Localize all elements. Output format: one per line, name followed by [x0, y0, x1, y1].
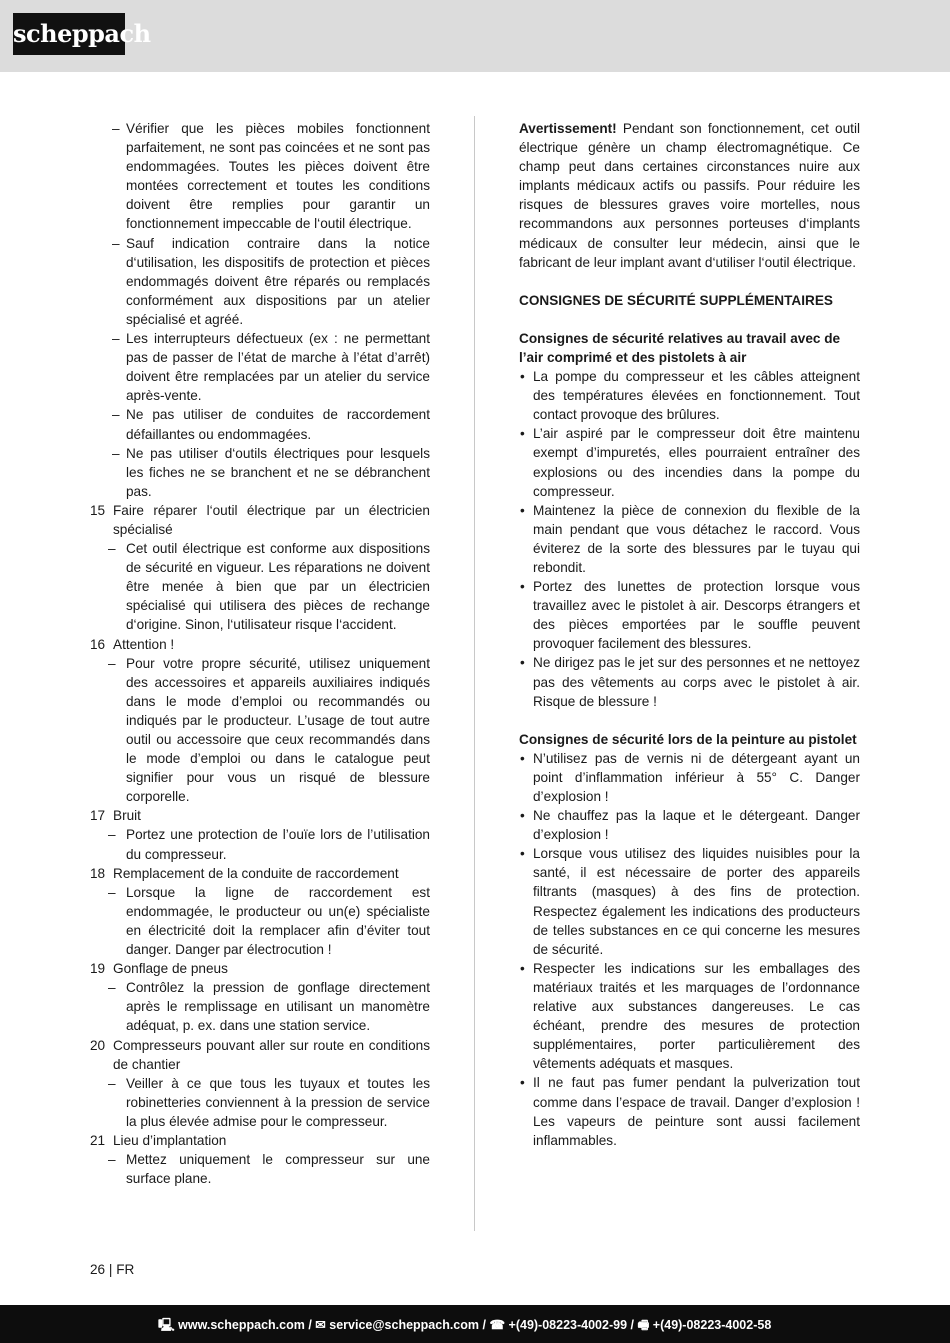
fax-number: +(49)-08223-4002-58	[652, 1318, 772, 1332]
dash-marker: –	[108, 541, 116, 557]
dash-marker: –	[112, 331, 120, 347]
bullet-item: • La pompe du compresseur et les câbles atteignent des températures élevées en fonctionnement. Tout contact provoque des brûlures.	[520, 369, 860, 423]
numbered-item-16: 16 Attention !	[90, 636, 175, 652]
list-item: – Ne pas utiliser de conduites de raccordement défaillantes ou endommagées.	[112, 407, 430, 442]
phone-number: +(49)-08223-4002-99	[508, 1318, 628, 1332]
sub-item: – Cet outil électrique est conforme aux dispositions de sécurité en vigueur. Les réparations ne doivent être menée à bien que par un électricien spécialisé qui utilisera des pièces de rechange d‘origine. Sinon, l‘utilisateur risque l‘accident.	[108, 541, 430, 633]
numbered-item-17: 17 Bruit	[90, 808, 141, 824]
subsection-title: Consignes de sécurité lors de la peinture au pistolet	[519, 731, 857, 747]
dash-marker: –	[108, 655, 116, 671]
column-divider	[474, 116, 475, 1231]
bullet-marker: •	[520, 579, 525, 595]
bullet-item: • Maintenez la pièce de connexion du flexible de la main pendant que vous détachez le raccord. Vous éviterez de la sorte des blessures par le tuyau qui rebondit.	[520, 502, 860, 575]
computer-icon: 🖳	[158, 1318, 175, 1332]
sub-item: – Portez une protection de l’ouïe lors de l’utilisation du compresseur.	[108, 827, 430, 862]
dash-marker: –	[112, 445, 120, 461]
dash-marker: –	[108, 1075, 116, 1091]
scheppach-logo: scheppach	[13, 13, 125, 55]
numbered-item-15: 15 Faire réparer l‘outil électrique par un électricien spécialisé	[90, 502, 430, 537]
dash-marker: –	[108, 827, 116, 843]
bullet-marker: •	[520, 369, 525, 385]
envelope-icon: ✉	[315, 1318, 326, 1332]
warning-label: Avertissement!	[519, 121, 617, 136]
dash-marker: –	[112, 407, 120, 423]
dash-marker: –	[108, 884, 116, 900]
numbered-item-19: 19 Gonflage de pneus	[90, 961, 228, 977]
bullet-marker: •	[520, 1075, 525, 1091]
list-item: – Les interrupteurs défectueux (ex : ne permettant pas de passer de l’état de marche à l’état d’arrêt) doivent être remplacées par un atelier du service après-vente.	[112, 331, 430, 404]
numbered-item-21: 21 Lieu d’implantation	[90, 1132, 227, 1148]
bullet-item: • L’air aspiré par le compresseur doit être maintenu exempt d’impuretés, elles pourraient entraîner des explosions ou des incendies dans la pompe du compresseur.	[520, 426, 860, 499]
fax-icon: 🖷	[637, 1318, 650, 1332]
website-link[interactable]: www.scheppach.com	[178, 1318, 305, 1332]
dash-marker: –	[108, 980, 116, 996]
bullet-item: • Portez des lunettes de protection lorsque vous travaillez avec le pistolet à air. Descorps étrangers et des pièces emportées par le souffle peuvent provoquer facilement des blessures.	[520, 579, 860, 652]
bullet-item: • Respecter les indications sur les emballages des matériaux traités et les marquages de l’ordonnance relative aux substances dangereuses. Le cas échéant, prendre des mesures de protection supplémentaires, porter particulièrement des vêtements adéquats et masques.	[520, 960, 860, 1072]
list-item: – Sauf indication contraire dans la notice d‘utilisation, les dispositifs de protection et pièces endommagés doivent être réparés ou remplacés conformément aux dispositions par un atelier spécialisé et agréé.	[112, 235, 430, 327]
phone-icon: ☎	[489, 1318, 506, 1332]
dash-marker: –	[112, 235, 120, 251]
dash-marker: –	[108, 1152, 116, 1168]
bullet-item: • N’utilisez pas de vernis ni de détergeant ayant un point d’inflammation inférieur à 55° C. Danger d’explosion !	[520, 750, 860, 804]
bullet-item: • Ne dirigez pas le jet sur des personnes et ne nettoyez pas des vêtements au corps avec le pistolet à air. Risque de blessure !	[520, 655, 860, 709]
dash-marker: –	[112, 121, 120, 136]
sub-item: – Pour votre propre sécurité, utilisez uniquement des accessoires et appareils auxiliaires indiqués dans le mode d’emploi ou recommandés ou indiqués par le producteur. L’usage de tout autre outil ou accessoire que ceux recommandés dans le mode d’emploi ou dans le catalogue peut signifier pour vous un risqué de blessure corporelle.	[108, 655, 430, 805]
warning-text: Pendant son fonctionnement, cet outil électrique génère un champ électromagnétique. Ce champ peut dans certaines circonstances nuire aux implants médicaux actifs ou passifs. Pour réduire les risques de blessures graves voire mortelles, nous recommandons aux personnes porteuses d‘implants médicaux de consulter leur médecin, ainsi que le fabricant de leur implant avant d‘utiliser l‘outil électrique.	[519, 121, 860, 270]
sub-item: – Contrôlez la pression de gonflage directement après le remplissage en utilisant un manomètre adéquat, p. ex. dans une station service.	[108, 980, 430, 1034]
page-number: 26 | FR	[90, 1262, 135, 1277]
bullet-marker: •	[520, 750, 525, 766]
header-bar	[0, 0, 950, 72]
numbered-item-18: 18 Remplacement de la conduite de raccordement	[90, 865, 399, 881]
sub-item: – Veiller à ce que tous les tuyaux et toutes les robinetteries conviennent à la pression de service la plus élevée admise pour le compresseur.	[108, 1075, 430, 1129]
list-item: – Ne pas utiliser d‘outils électriques pour lesquels les fiches ne se branchent et ne se débranchent pas.	[112, 445, 430, 499]
sub-item: – Lorsque la ligne de raccordement est endommagée, le producteur ou un(e) spécialiste en électricité doit la remplacer afin d’éviter tout danger. Danger par électrocution !	[108, 884, 430, 958]
list-item: – Vérifier que les pièces mobiles fonctionnent parfaitement, ne sont pas coincées et ne sont pas endommagées. Toutes les pièces doivent être montées correctement et toutes les conditions doivent être remplies pour garantir un fonctionnement impeccable de l‘outil électrique.	[112, 121, 430, 232]
bullet-marker: •	[520, 502, 525, 518]
bullet-marker: •	[520, 960, 525, 976]
subsection-title: Consignes de sécurité relatives au travail avec de l’air comprimé et des pistolets à air	[519, 330, 841, 365]
bullet-marker: •	[520, 655, 525, 671]
sub-item: – Mettez uniquement le compresseur sur une surface plane.	[108, 1152, 430, 1187]
bullet-marker: •	[520, 846, 525, 862]
bullet-item: • Il ne faut pas fumer pendant la pulverization tout comme dans l’espace de travail. Danger d’explosion ! Les vapeurs de peinture sont aussi facilement inflammables.	[520, 1075, 860, 1148]
email-link[interactable]: service@scheppach.com	[329, 1318, 480, 1332]
bullet-item: • Lorsque vous utilisez des liquides nuisibles pour la santé, il est nécessaire de porter des appareils filtrants (masques) à des fins de protection. Respectez également les indications des producteurs de telles substances en ce qui concerne les mesures de sécurité.	[520, 846, 860, 957]
intro-list	[88, 119, 430, 501]
bullet-item: • Ne chauffez pas la laque et le détergeant. Danger d’explosion !	[520, 808, 860, 843]
footer-bar	[0, 1305, 950, 1343]
left-column	[88, 119, 430, 1188]
section-heading: CONSIGNES DE SÉCURITÉ SUPPLÉMENTAIRES	[519, 292, 833, 308]
bullet-marker: •	[520, 426, 525, 442]
footer-contact: 🖳 www.scheppach.com / ✉ service@scheppach.com / ☎ +(49)-08223-4002-99 / 🖷 +(49)-08223-4002-58	[158, 1316, 771, 1337]
numbered-item-20: 20 Compresseurs pouvant aller sur route en conditions de chantier	[90, 1037, 430, 1072]
bullet-marker: •	[520, 808, 525, 824]
right-column	[519, 119, 860, 1150]
warning-paragraph	[519, 119, 860, 272]
